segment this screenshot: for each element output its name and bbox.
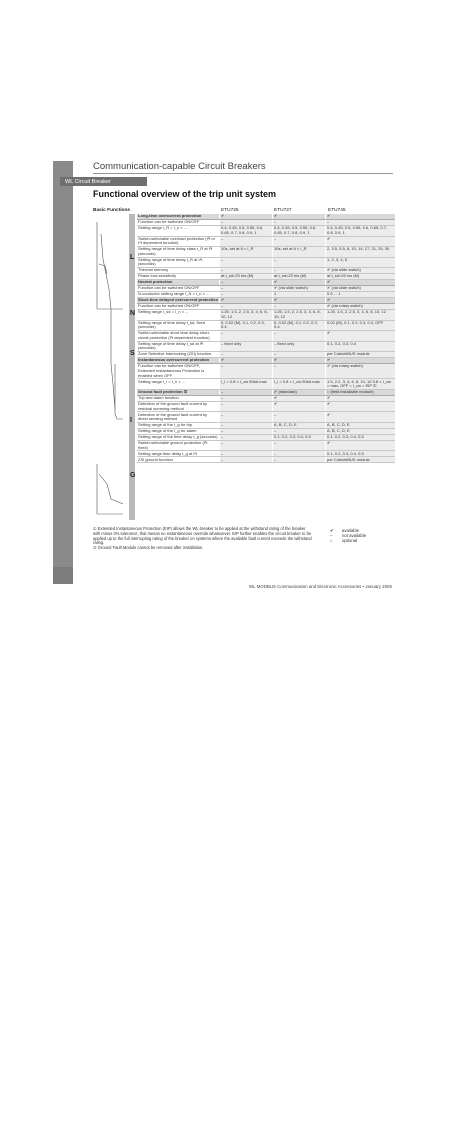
table-cell-etu727: at t_sd=20 ms (M)	[272, 274, 325, 279]
table-cell-etu725: 1.25, 1.5, 2, 2.5, 3, 4, 6, 8, 10, 12	[219, 310, 272, 320]
table-cell-etu727: 10s, set at 6 × I_R	[272, 247, 325, 257]
table-cell-etu727: 1.25, 1.5, 2, 2.5, 3, 4, 6, 8, 10, 12	[272, 310, 325, 320]
table-cell-etu725: –	[219, 220, 272, 225]
table-cell-etu727: ✔ (via slide switch)	[272, 286, 325, 291]
legend-text: optional	[342, 538, 358, 544]
left-margin-bar	[53, 161, 73, 567]
row-label: ZSI ground function	[138, 456, 173, 462]
footnote-2: ② Ground Fault Module cannot be removed after installation.	[93, 545, 204, 551]
table-cell-etu745: per CubicleBUS module	[325, 457, 395, 462]
table-cell-etu745: ○ (field installable module)	[325, 390, 395, 395]
table-cell-etu725: –	[219, 304, 272, 309]
row-label: Setting range of time delay t_R at I⁴t (seconds)	[138, 256, 203, 267]
legend-symbol: –	[330, 533, 333, 539]
row-label: Function can be switched ON/OFF	[138, 285, 200, 291]
table-row	[137, 441, 395, 452]
legend	[330, 528, 366, 544]
table-cell-etu725: –	[219, 441, 272, 451]
table-cell-etu727: –	[272, 304, 325, 309]
row-label: Setting range of time delay t_sd, fixed (seconds)	[138, 319, 205, 330]
table-cell-etu725: ✔	[219, 358, 272, 363]
table-row	[137, 310, 395, 321]
table-cell-etu725: ✔	[219, 214, 272, 219]
table-cell-etu727: ✔	[272, 402, 325, 412]
table-cell-etu727: 0.1, 0.2, 0.3, 0.4, 0.5	[272, 435, 325, 440]
table-cell-etu745: ✔	[325, 396, 395, 401]
table-cell-etu745: ✔	[325, 358, 395, 363]
table-cell-etu727: ✔ (standard)	[272, 390, 325, 395]
table-cell-etu745: 0.1, 0.2, 0.3, 0.4, 0.5	[325, 451, 395, 456]
row-label: Zone Selective Interlocking (ZSI) function	[138, 351, 212, 357]
table-cell-etu725: –	[219, 423, 272, 428]
table-cell-etu725: –	[219, 412, 272, 422]
row-label: Setting range time delay t_g at I²t	[138, 450, 197, 456]
table-cell-etu725: –	[219, 402, 272, 412]
row-label: Switch-selectable ground protection (I²t fixed)	[138, 440, 208, 450]
legend-symbol: ○	[330, 538, 333, 544]
page-number-box	[53, 567, 117, 1143]
legend-symbol: ✔	[330, 528, 334, 533]
curve-i	[115, 414, 123, 419]
table-cell-etu745: 1.5, 2.2, 3, 4, 6, 8, 10, 12 0.8 × I_cw = max, OFF = I_cw = EIP ①	[325, 379, 395, 389]
row-label: Setting range of the I_g for trip	[138, 422, 193, 428]
table-cell-etu725: –	[219, 396, 272, 401]
table-cell-etu745: 0.4, 0.45, 0.5, 0.55, 0.6, 0.65, 0.7, 0.8, 0.9, 1	[325, 226, 395, 236]
legend-text: available	[342, 528, 359, 533]
table-cell-etu727: –	[272, 457, 325, 462]
row-label: Setting range I_i = I_n × ...	[138, 378, 186, 384]
table-cell-etu725: –	[219, 331, 272, 341]
table-cell-etu727: 0.4, 0.45, 0.5, 0.55, 0.6, 0.65, 0.7, 0.8, 0.9, 1	[272, 226, 325, 236]
table-cell-etu725: –	[219, 237, 272, 247]
letter-l: L	[130, 254, 135, 261]
page-number: 2/3	[109, 1137, 117, 1143]
legend-item	[330, 538, 366, 543]
table-cell-etu725: –	[219, 429, 272, 434]
page-footer: WL MODBUS Communication and Electronic Accessories • January 2005	[249, 584, 392, 589]
trip-curve-diagram	[93, 214, 125, 520]
footnote-1: ① Extended Instantaneous Protection (EIP) allows the WL breaker to be applied at the withstand rating of the breaker with minus 0% tolerance; that means no instantaneous override whatsoever. EIP further enables the circuit breaker to be applied up to the full interrupting rating of the breaker on systems where the available fault current exceeds the withstand rating.	[93, 526, 312, 546]
table-row	[137, 226, 395, 237]
table-cell-etu725: –	[219, 390, 272, 395]
table-cell-etu745: ✔	[325, 402, 395, 412]
basic-functions-label: Basic Functions	[93, 208, 131, 213]
table-cell-etu725: –	[219, 352, 272, 357]
table-cell-etu745: per CubicleBUS module	[325, 352, 395, 357]
function-letter-strip	[129, 214, 135, 520]
function-grid	[137, 214, 395, 463]
table-cell-etu725: –	[219, 258, 272, 268]
legend-text: not available	[342, 533, 367, 539]
column-header-etu725: ETU725	[221, 208, 239, 213]
section-tab: WL Circuit Breaker	[60, 177, 147, 186]
letter-n: N	[130, 310, 136, 317]
table-cell-etu745: ✔ (via slide switch)	[325, 286, 395, 291]
table-cell-etu727: –	[272, 451, 325, 456]
table-cell-etu727: –	[272, 352, 325, 357]
table-cell-etu745: 0.1, 0.2, 0.3, 0.4	[325, 342, 395, 352]
table-cell-etu745: 2, 3.5, 5.5, 8, 10, 14, 17, 21, 25, 30	[325, 247, 395, 257]
curve-g	[99, 474, 123, 504]
table-cell-etu745: ✔	[325, 441, 395, 451]
table-cell-etu725: –	[219, 292, 272, 297]
letter-s: S	[130, 350, 135, 357]
row-label: Setting range I_R = I_n × ...	[138, 225, 188, 231]
row-label: N-conductor setting range I_N = I_n × ...	[138, 291, 210, 297]
footnotes	[93, 527, 313, 552]
table-cell-etu727: –	[272, 258, 325, 268]
table-cell-etu727: I_i = 0.8 × I_cw 50kA max	[272, 379, 325, 389]
table-cell-etu745: 1.25, 1.5, 2, 2.5, 3, 4, 6, 8, 10, 12	[325, 310, 395, 320]
table-cell-etu725: ✔	[219, 298, 272, 303]
row-label: Detection of the ground fault current by direct sensing method	[138, 411, 208, 422]
table-cell-etu745: 0.5 ... 1	[325, 292, 395, 297]
table-cell-etu725: –	[219, 268, 272, 273]
table-cell-etu745: at t_sd=20 ms (M)	[325, 274, 395, 279]
table-cell-etu745: ✔	[325, 214, 395, 219]
column-header-etu727: ETU727	[274, 208, 292, 213]
curve-l	[101, 234, 111, 309]
table-cell-etu727: 1	[272, 292, 325, 297]
row-label: Ground fault protection ②	[138, 389, 188, 395]
row-label: Setting range I_sd = I_n × ...	[138, 309, 189, 315]
table-cell-etu725: – fixed only	[219, 342, 272, 352]
table-cell-etu745: –	[325, 220, 395, 225]
table-row	[137, 402, 395, 413]
page-title: Functional overview of the trip unit system	[93, 189, 277, 199]
row-label: Setting range of time delay class t_R at I²t (seconds)	[138, 246, 213, 256]
row-label: Setting range of the time delay t_g (seconds)	[138, 434, 218, 440]
column-header-etu745: ETU745	[328, 208, 346, 213]
table-cell-etu745: ✔	[325, 280, 395, 285]
table-cell-etu725: at t_sd=20 ms (M)	[219, 274, 272, 279]
table-cell-etu727: ✔	[272, 280, 325, 285]
table-cell-etu745: 1, 2, 3, 4, 5	[325, 258, 395, 268]
letter-i: I	[130, 417, 132, 424]
table-cell-etu727: ✔	[272, 214, 325, 219]
table-row	[137, 457, 395, 463]
table-cell-etu727: –	[272, 364, 325, 378]
table-cell-etu725: –	[219, 364, 272, 378]
row-label: Function can be switched ON/OFF, Extended Instantaneous Protection is enabled when OFF	[138, 363, 205, 378]
table-cell-etu745: ✔ (via rotary switch)	[325, 304, 395, 309]
section-header: Communication-capable Circuit Breakers	[93, 161, 266, 172]
row-label: Setting range of time delay t_sd at I²t (seconds)	[138, 340, 204, 351]
row-label: Long-time overcurrent protection	[138, 213, 202, 219]
table-cell-etu745: ✔ (via slide switch)	[325, 268, 395, 273]
section-divider	[93, 173, 393, 174]
table-row	[137, 364, 395, 379]
row-label: Detection of the ground fault current by residual summing method	[138, 401, 208, 411]
table-cell-etu727: –	[272, 331, 325, 341]
row-label: Switch-selectable short-time delay short-circuit protection (I²t dependent function)	[138, 330, 211, 340]
table-cell-etu745: 0.1, 0.2, 0.3, 0.4, 0.5	[325, 435, 395, 440]
table-cell-etu725: –	[219, 286, 272, 291]
row-label: Instantaneous overcurrent protection	[138, 357, 210, 363]
table-cell-etu727: 0, 0.02 (M), 0.1, 0.2, 0.3, 0.4	[272, 321, 325, 331]
table-cell-etu745: ✔	[325, 237, 395, 247]
table-cell-etu727: –	[272, 237, 325, 247]
row-label: Function can be switched ON/OFF	[138, 219, 200, 225]
table-cell-etu745: ✔	[325, 331, 395, 341]
row-label: Phase loss sensitivity	[138, 273, 177, 279]
table-cell-etu745: A, B, C, D, E	[325, 423, 395, 428]
table-cell-etu727: ✔	[272, 396, 325, 401]
table-cell-etu727: ✔	[272, 298, 325, 303]
table-cell-etu725: 0.4, 0.45, 0.5, 0.55, 0.6, 0.65, 0.7, 0.8, 0.9, 1	[219, 226, 272, 236]
table-cell-etu727: –	[272, 268, 325, 273]
row-label: Thermal memory	[138, 267, 169, 273]
letter-g: G	[130, 472, 136, 479]
table-cell-etu725: –	[219, 451, 272, 456]
table-cell-etu725: –	[219, 457, 272, 462]
table-cell-etu745: ✔	[325, 298, 395, 303]
table-cell-etu745: ✔ (via rotary switch)	[325, 364, 395, 378]
table-cell-etu727: –	[272, 412, 325, 422]
table-cell-etu727: –	[272, 429, 325, 434]
table-cell-etu727: A, B, C, D, E	[272, 423, 325, 428]
table-cell-etu725: 0, 0.02 (M), 0.1, 0.2, 0.3, 0.4	[219, 321, 272, 331]
table-cell-etu745: ✔	[325, 412, 395, 422]
row-label: Neutral protection	[138, 279, 173, 285]
table-cell-etu725: 10s, set at 6 × I_R	[219, 247, 272, 257]
row-label: Trip and alarm function	[138, 395, 179, 401]
row-label: Function can be switched ON/OFF	[138, 303, 200, 309]
row-label: Switch-selectable overload protection (I²t or I⁴t dependent function)	[138, 235, 215, 246]
table-cell-etu745: A, B, C, D, E	[325, 429, 395, 434]
row-label: Short-time delayed overcurrent protection	[138, 297, 219, 303]
table-cell-etu725: I_i = 0.8 × I_cw 50kA max	[219, 379, 272, 389]
table-cell-etu727: –	[272, 441, 325, 451]
row-label: Setting range of the I_g for alarm	[138, 428, 197, 434]
table-cell-etu727: –	[272, 220, 325, 225]
curve-s	[111, 309, 115, 409]
table-cell-etu727: – fixed only	[272, 342, 325, 352]
table-cell-etu727: ✔	[272, 358, 325, 363]
table-cell-etu745: 0.02 (M), 0.1, 0.2, 0.3, 0.4, OFF	[325, 321, 395, 331]
table-cell-etu725: –	[219, 280, 272, 285]
table-cell-etu725: –	[219, 435, 272, 440]
